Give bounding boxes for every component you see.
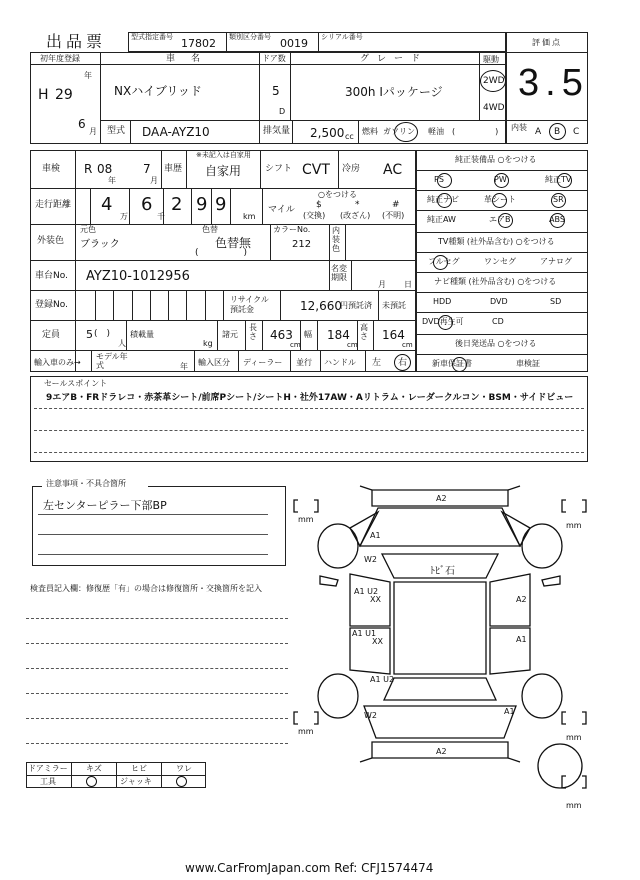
selection-circle: [557, 173, 572, 188]
width: 184: [327, 328, 350, 342]
cm: cm: [347, 341, 358, 349]
navi-label: ナビ種類 (社外品含む) ○をつける: [434, 277, 557, 286]
divider: [506, 52, 588, 53]
divider: [223, 290, 224, 320]
equip-airbag: エアB: [489, 215, 511, 224]
damage-mark: A2: [436, 494, 447, 503]
equip-abs: ABS: [549, 215, 565, 224]
mileage-man: 万: [120, 212, 128, 221]
divider: [416, 272, 588, 273]
meter-exchange: (交換): [303, 211, 326, 220]
handle-label: ハンドル: [324, 358, 356, 367]
inspector-label: 検査員記入欄：修復歴「有」の場合は修復箇所・交換箇所を記入: [30, 584, 262, 593]
divider: [129, 188, 130, 224]
divider: [91, 350, 92, 372]
first-reg-era: H: [38, 87, 49, 103]
mileage-digit: 6: [141, 194, 153, 215]
rating-label: 評価点: [532, 38, 562, 47]
selection-circle: [480, 70, 506, 92]
divider: [290, 52, 291, 120]
selection-circle: [437, 173, 452, 188]
divider: [416, 334, 588, 335]
height: 164: [382, 328, 405, 342]
footer-watermark: www.CarFromJapan.com Ref: CFJ1574474: [185, 861, 434, 875]
divider: [126, 320, 127, 350]
damage-mark: A1: [504, 707, 515, 716]
recycle-no: 未預託: [382, 301, 406, 310]
equip-leather: 革シート: [484, 195, 516, 204]
fuel-label: 燃料: [362, 127, 378, 136]
mm-label: mm: [298, 515, 314, 524]
name-change-month: 月: [378, 280, 386, 289]
exterior-color-label: 外装色: [37, 236, 65, 246]
meter-altered-sym: *: [355, 200, 360, 210]
legend-header: ヒビ: [131, 764, 147, 773]
color-no-label: カラーNo.: [273, 225, 311, 234]
interior-a: A: [535, 127, 542, 137]
history: 自家用: [205, 164, 242, 178]
color-no: 212: [292, 239, 312, 250]
grade: 300h Iパッケージ: [345, 85, 443, 99]
capacity-paren: ( ): [94, 329, 111, 339]
inspection-year: 08: [97, 162, 113, 176]
legend-mark: [86, 776, 97, 787]
dims-label: 諸元: [222, 330, 238, 339]
dotted-line: [26, 743, 288, 744]
selection-circle: [394, 354, 411, 371]
divider: [148, 486, 286, 487]
legend-header: キズ: [86, 764, 102, 773]
divider: [150, 290, 151, 320]
shift: CVT: [302, 162, 330, 178]
divider: [358, 120, 359, 144]
inspection-label: 車検: [42, 164, 61, 174]
type-no-label: 型式指定番号: [131, 33, 173, 41]
dotted-line: [34, 408, 584, 409]
damage-mark: A1 U2: [354, 587, 379, 596]
width-label: 幅: [304, 330, 312, 339]
tv-label: TV種類 (社外品含む) ○をつける: [438, 237, 555, 246]
meter-unknown-sym: #: [392, 200, 400, 210]
interior-b: B: [554, 127, 561, 137]
damage-mark: A1: [370, 531, 381, 540]
recycle-amount: 12,660: [300, 299, 342, 313]
capacity: 5: [86, 328, 93, 341]
doors-suffix: D: [279, 107, 286, 116]
drive-label: 駆動: [483, 55, 499, 64]
docs-shaken: 車検証: [516, 359, 540, 368]
dotted-line: [34, 430, 584, 431]
divider: [245, 320, 246, 350]
length: 463: [270, 328, 293, 342]
divider: [506, 120, 588, 121]
tv-analog: アナログ: [540, 257, 572, 266]
fuel-gasoline: ガソリン: [383, 127, 415, 136]
handle-left: 左: [372, 358, 382, 368]
divider: [416, 232, 588, 233]
caution-label: 注意事項・不具合箇所: [46, 479, 126, 488]
navi-cd: CD: [492, 317, 504, 326]
mileage-sen: 千: [157, 212, 165, 221]
height-label: 高さ: [360, 323, 368, 341]
name-change-day: 日: [404, 280, 412, 289]
divider: [194, 350, 195, 372]
grade-label: グレード: [360, 54, 429, 64]
legend-header: ワレ: [176, 764, 192, 773]
divider: [320, 350, 321, 372]
car-damage-diagram: [290, 476, 590, 816]
divider: [378, 290, 379, 320]
meter-mile: マイル: [268, 205, 295, 215]
divider: [259, 52, 260, 120]
line: [38, 514, 268, 515]
mm-label: mm: [566, 733, 582, 742]
divider: [338, 150, 339, 188]
tv-fullseg: フルセグ: [428, 257, 460, 266]
displacement-unit: cc: [345, 132, 354, 141]
divider: [168, 290, 169, 320]
selection-circle: [438, 315, 453, 330]
divider: [113, 290, 114, 320]
divider: [75, 150, 76, 372]
exterior-color: ブラック: [80, 239, 120, 250]
docs-warranty: 新車保証書: [432, 359, 472, 368]
first-reg-label: 初年度登録: [40, 54, 80, 63]
divider: [262, 320, 263, 350]
divider: [373, 320, 374, 350]
doors: 5: [272, 84, 280, 98]
divider: [230, 188, 231, 224]
damage-mark: A1 U1: [352, 629, 377, 638]
divider: [416, 292, 588, 293]
mileage-label: 走行距離: [35, 200, 72, 210]
first-reg-year: 29: [55, 87, 73, 103]
ac: AC: [383, 162, 403, 178]
mileage-digit: 4: [101, 194, 113, 215]
divider: [329, 224, 330, 290]
divider: [161, 150, 162, 188]
divider: [186, 150, 187, 188]
dotted-line: [26, 693, 288, 694]
divider: [357, 320, 358, 350]
divider: [416, 354, 588, 355]
damage-mark: A1 U2: [370, 675, 395, 684]
sales-point-box: [30, 376, 588, 462]
divider: [479, 52, 480, 120]
damage-mark: W2: [364, 555, 377, 564]
divider: [416, 210, 588, 211]
divider: [280, 290, 281, 320]
interior-c: C: [573, 127, 580, 137]
navi-dvd: DVD: [490, 297, 508, 306]
type-no: 17802: [181, 37, 216, 50]
docs-label: 後日発送品 ○をつける: [455, 339, 537, 348]
divider: [259, 120, 260, 144]
equip-aw: 純正AW: [427, 215, 456, 224]
tv-oneseg: ワンセグ: [484, 257, 516, 266]
selection-circle: [549, 123, 566, 140]
divider: [116, 762, 117, 788]
length-label: 長さ: [249, 323, 257, 341]
selection-circle: [494, 173, 509, 188]
import-label: 輸入車のみ→: [34, 358, 81, 367]
model-year-unit: 年: [180, 362, 188, 371]
meter-altered: (改ざん): [340, 211, 371, 220]
import-type-label: 輸入区分: [198, 358, 230, 367]
interior-color-label: 内装色: [332, 226, 340, 253]
selection-circle: [550, 213, 565, 228]
color-change-label: 色替: [202, 225, 218, 234]
equip-sr: SR: [553, 195, 564, 204]
dotted-line: [34, 452, 584, 453]
displacement: 2,500: [310, 126, 345, 140]
damage-mark: XX: [372, 637, 383, 646]
class-no-label: 類別区分番号: [229, 33, 271, 41]
genuine-label: 純正装備品 ○をつける: [455, 155, 537, 164]
dotted-line: [26, 618, 288, 619]
cm: cm: [402, 341, 413, 349]
month-unit: 月: [89, 127, 97, 136]
divider: [365, 350, 366, 372]
divider: [416, 190, 588, 191]
mm-label: mm: [566, 801, 582, 810]
divider: [100, 52, 101, 144]
capacity-unit: 人: [118, 339, 126, 348]
load-label: 積載量: [130, 330, 154, 339]
cm: cm: [290, 341, 301, 349]
divider: [416, 252, 588, 253]
damage-mark: A2: [436, 747, 447, 756]
fuel-diesel: 軽油: [428, 127, 444, 136]
divider: [416, 170, 588, 171]
recycle-status: 円預託済: [340, 301, 372, 310]
color-change: 色替無: [215, 236, 252, 250]
name-change-label: 名変期限: [331, 264, 347, 283]
handle-right: 右: [398, 358, 408, 368]
history-note: ※未記入は自家用: [196, 151, 251, 159]
caution-text: 左センターピラー下部BP: [43, 499, 167, 512]
equip-navi: 純正ナビ: [427, 195, 459, 204]
history-label: 車歴: [164, 164, 183, 174]
meter-unknown: (不明): [382, 211, 405, 220]
model-label: 型式: [107, 126, 126, 136]
doors-label: ドア数: [262, 54, 286, 63]
mm-label: mm: [566, 521, 582, 530]
divider: [351, 260, 352, 290]
mileage-digit: 9: [215, 194, 227, 215]
divider: [71, 762, 72, 788]
damage-mark: W2: [364, 711, 377, 720]
inspection-month: 7: [143, 162, 151, 176]
serial-label: シリアル番号: [321, 33, 363, 41]
selection-circle: [394, 122, 418, 142]
model-year-label: モデル年式: [96, 352, 128, 370]
import-parallel: 並行: [296, 358, 312, 367]
damage-mark: XX: [370, 595, 381, 604]
interior-label: 内装: [511, 123, 527, 132]
selection-circle: [551, 193, 566, 208]
meter-circle-note: ○をつける: [318, 190, 357, 199]
mm-label: mm: [298, 727, 314, 736]
inspection-year-unit: 年: [108, 176, 116, 185]
divider: [211, 188, 212, 224]
line: [38, 534, 268, 535]
car-name: NXハイブリッド: [114, 84, 202, 98]
divider: [290, 350, 291, 372]
divider: [191, 188, 192, 224]
divider: [270, 224, 271, 260]
sales-point-label: セールスポイント: [44, 379, 108, 388]
divider: [317, 320, 318, 350]
import-dealer: ディーラー: [243, 358, 283, 367]
mileage-km: km: [243, 212, 256, 221]
damage-mark: A2: [516, 595, 527, 604]
selection-circle: [492, 193, 507, 208]
divider: [30, 188, 416, 189]
divider: [416, 312, 588, 313]
sales-point-text: 9エアB・FRドラレコ・赤茶革シート/前席Pシート/シートH・社外17AW・Aリトラム・レーダークルコン・BSM・サイドビュー: [46, 393, 574, 403]
selection-circle: [498, 213, 513, 228]
mileage-digit: 9: [196, 194, 208, 215]
divider: [300, 320, 301, 350]
drive-2wd: 2WD: [483, 76, 505, 86]
model: DAA-AYZ10: [142, 125, 210, 139]
fuel-other: ( ): [452, 127, 499, 136]
line: [38, 554, 268, 555]
divider: [260, 150, 261, 188]
divider: [217, 320, 218, 350]
navi-hdd: HDD: [433, 297, 452, 306]
color-paren: ( ): [195, 248, 248, 258]
divider: [205, 290, 206, 320]
divider: [30, 64, 506, 65]
inspection-era: R: [84, 162, 93, 176]
divider: [130, 120, 131, 144]
equip-pw: PW: [494, 175, 507, 184]
stone-chip-label: ﾄﾋﾞ石: [430, 566, 455, 577]
selection-circle: [433, 255, 448, 270]
chassis-no: AYZ10-1012956: [86, 269, 190, 284]
divider: [345, 224, 346, 260]
navi-dvd-play: DVD再生可: [422, 317, 464, 326]
ac-label: 冷房: [342, 164, 361, 174]
legend-tools: 工具: [40, 777, 56, 786]
divider: [100, 120, 506, 121]
chassis-label: 車台No.: [35, 271, 68, 281]
navi-sd: SD: [550, 297, 562, 306]
meter-exchange-sym: $: [316, 200, 322, 210]
divider: [318, 32, 319, 52]
divider: [292, 120, 293, 144]
divider: [30, 260, 416, 261]
dotted-line: [26, 718, 288, 719]
capacity-label: 定員: [42, 330, 61, 340]
year-unit: 年: [84, 71, 92, 80]
class-no: 0019: [280, 37, 308, 50]
selection-circle: [437, 193, 452, 208]
equip-ps: PS: [434, 175, 444, 184]
first-reg-month: 6: [78, 117, 86, 131]
divider: [132, 290, 133, 320]
legend-header: ドアミラー: [28, 764, 68, 773]
divider: [262, 188, 263, 224]
divider: [226, 32, 227, 52]
equip-tv: 純正TV: [545, 175, 572, 184]
divider: [95, 290, 96, 320]
divider: [30, 350, 416, 351]
damage-mark: A1: [516, 635, 527, 644]
dotted-line: [26, 643, 288, 644]
inspection-month-unit: 月: [150, 176, 158, 185]
mileage-digit: 2: [171, 194, 183, 215]
divider: [161, 762, 162, 788]
legend-jack: ジャッキ: [120, 777, 152, 786]
recycle-label: リサイクル預託金: [230, 295, 269, 314]
dotted-line: [26, 668, 288, 669]
register-label: 登録No.: [35, 300, 68, 310]
divider: [30, 320, 416, 321]
load-unit: kg: [203, 339, 213, 348]
divider: [186, 290, 187, 320]
divider: [90, 188, 91, 224]
displacement-label: 排気量: [263, 126, 291, 136]
rating-score: 3.5: [518, 62, 589, 104]
divider: [238, 350, 239, 372]
orig-color-label: 元色: [80, 225, 96, 234]
shift-label: シフト: [265, 164, 293, 174]
divider: [32, 486, 42, 487]
drive-4wd: 4WD: [483, 103, 505, 113]
form-title: 出品票: [46, 32, 107, 51]
car-name-label: 車名: [166, 54, 217, 64]
selection-circle: [452, 357, 467, 372]
legend-mark: [176, 776, 187, 787]
